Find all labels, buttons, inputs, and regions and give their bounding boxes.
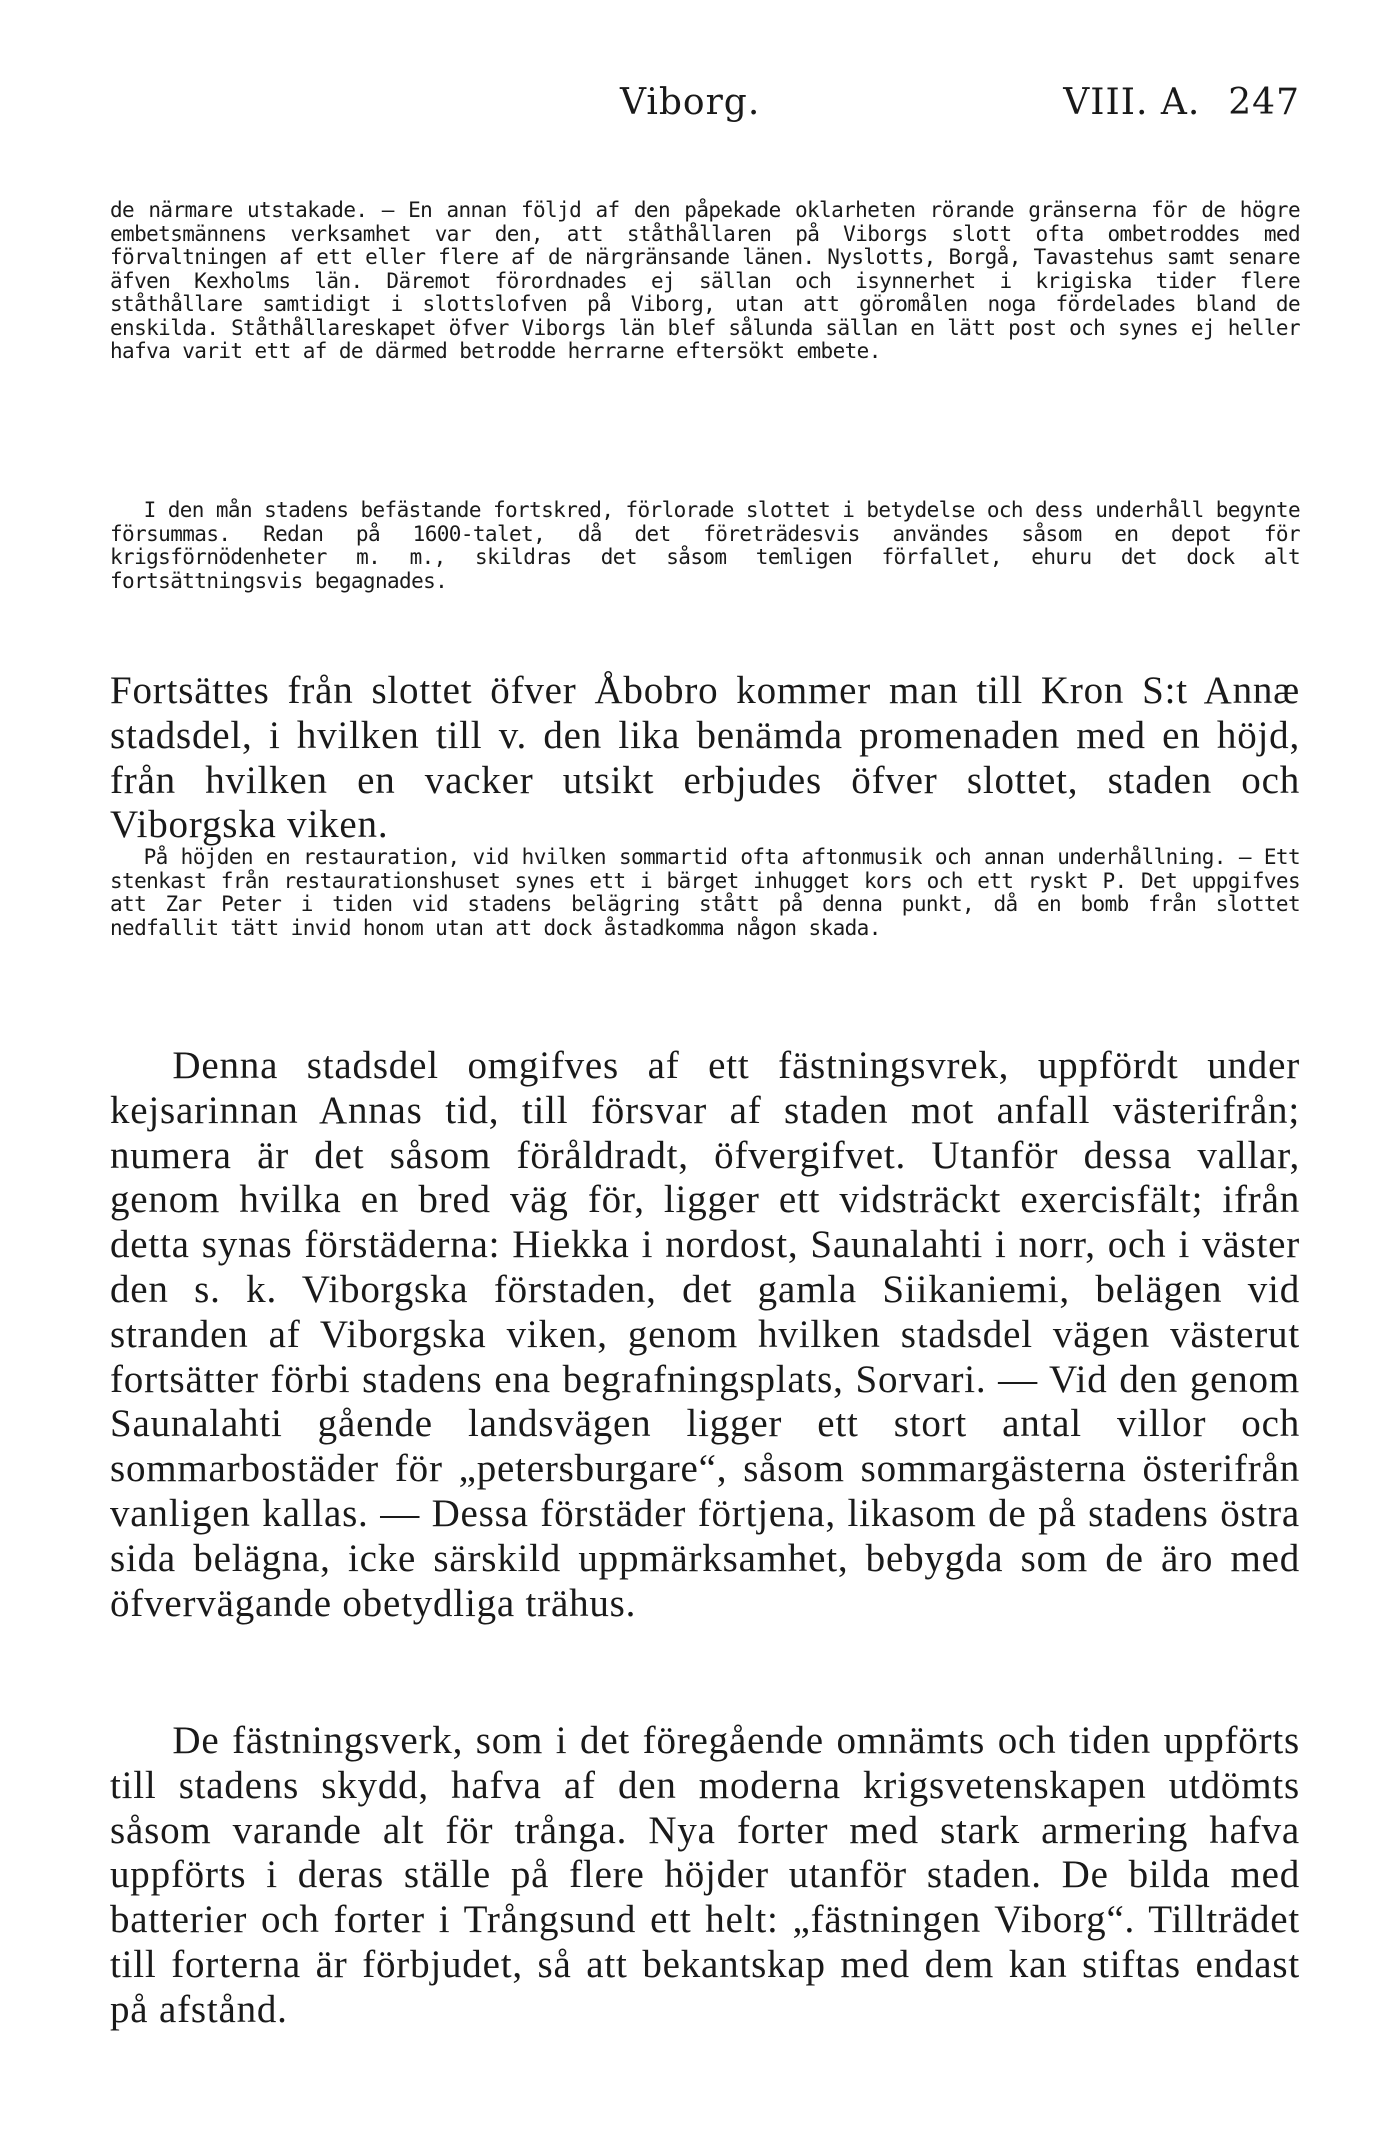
- paragraph-fortifications: De fästningsverk, som i det föregående omnämts och tiden uppförts till stadens skydd, hafva af den moderna krigsvetenskapen utdömts såsom varande alt för trånga. Nya forter med stark armering hafva uppförts i deras ställe på flere höjder utanför staden. De bilda med batterier och forter i Trångsund ett helt: „fästningen Viborg“. Tillträdet till forterna är förbjudet, så att bekantskap med dem kan stiftas endast på afstånd.: [110, 1719, 1300, 2031]
- page-number: 247: [1228, 82, 1300, 123]
- paragraph-governors: de närmare utstakade. — En annan följd af den påpekade oklarheten rörande gränserna för de högre embetsmännens verksamhet var den, att ståthållaren på Viborgs slott ofta ombetroddes med förvaltningen af ett eller flere af de närgränsande länen. Nyslotts, Borgå, Tavastehus samt senare äfven Kexholms län. Däremot förordnades ej sällan och isynnerhet i krigiska tider flere ståthållare samtidigt i slottslofven på Viborg, utan att göromålen noga fördelades bland de enskilda. Ståthållareskapet öfver Viborgs län blef sålunda sällan en lätt post och synes ej heller hafva varit ett af de därmed betrodde herrarne eftersökt embete.: [110, 198, 1300, 363]
- paragraph-kron-st-anna: Fortsättes från slottet öfver Åbobro kommer man till Kron S:t Annæ stadsdel, i hvilken till v. den lika benämda promenaden med en höjd, från hvilken en vacker utsikt erbjudes öfver slottet, staden och Viborgska viken.: [110, 669, 1300, 847]
- section-number: VIII. A.: [1063, 82, 1201, 123]
- paragraph-restaurant: På höjden en restauration, vid hvilken sommartid ofta aftonmusik och annan underhållning. — Ett stenkast från restaurationshuset synes ett i bärget inhugget kors och ett ryskt P. Det uppgifves att Zar Peter i tiden vid stadens belägring stått på denna punkt, då en bomb från slottet nedfallit tätt invid honom utan att dock åstadkomma någon skada.: [110, 845, 1300, 940]
- header-right: [1063, 82, 1300, 123]
- page-header: [110, 82, 1300, 142]
- paragraph-castle-decline: I den mån stadens befästande fortskred, förlorade slottet i betydelse och dess underhåll begynte försummas. Redan på 1600-talet, då det företrädesvis användes såsom en depot för krigsförnödenheter m. m., skildras det såsom temligen förfallet, ehuru det dock alt fortsättningsvis begagnades.: [110, 498, 1300, 593]
- paragraph-suburbs: Denna stadsdel omgifves af ett fästningsvrek, uppfördt under kejsarinnan Annas tid, till försvar af staden mot anfall västerifrån; numera är det såsom föråldradt, öfvergifvet. Utanför dessa vallar, genom hvilka en bred väg för, ligger ett vidsträckt exercisfält; ifrån detta synas förstäderna: Hiekka i nordost, Saunalahti i norr, och i väster den s. k. Viborgska förstaden, det gamla Siikaniemi, belägen vid stranden af Viborgska viken, genom hvilken stadsdel vägen västerut fortsätter förbi stadens ena begrafningsplats, Sorvari. — Vid den genom Saunalahti gående landsvägen ligger ett stort antal villor och sommarbostäder för „petersburgare“, såsom sommargästerna österifrån vanligen kallas. — Dessa förstäder förtjena, likasom de på stadens östra sida belägna, icke särskild uppmärksamhet, bebygda som de äro med öfvervägande obetydliga trähus.: [110, 1044, 1300, 1625]
- running-title: Viborg.: [620, 82, 761, 123]
